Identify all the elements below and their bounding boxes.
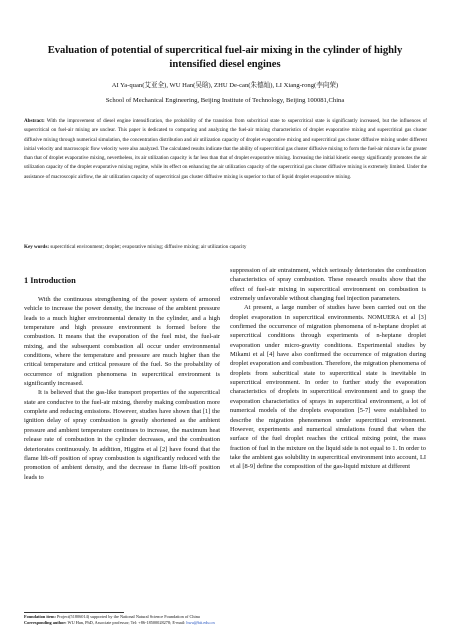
paper-title: Evaluation of potential of supercritical fuel-air mixing in the cylinder of highly intensified diesel engines [47,45,403,70]
foundation-text: Project(51806014) supported by the National Natural Science Foundation of China [55,614,200,619]
author-list: AI Ya-quan(艾亚全), WU Han(吴晗), ZHU De-can(朱德灿), LI Xiang-rong(李向荣) [111,82,339,89]
keywords-text: supercritical environment; droplet; evaporative mixing; diffusive mixing; air utilization capacity [49,244,247,250]
corresponding-label: Corresponding author: [24,619,67,625]
footnote-rule [24,612,124,613]
abstract [24,117,427,182]
abstract-label: Abstract: [24,118,45,124]
corresponding-author [24,620,427,626]
paragraph: With the continuous strengthening of the power system of armored vehicle to increase the power density, the increase of the ambient pressure leads to a much higher environmental density in the cylinder, and a high temperature and high pressure environment is formed before the combustion. It means that the evaporation of the fuel mist, the fuel-air mixing, and the subsequent combustion all occur under environmental conditions, where the temperature and pressure are much higher than the critical temperature and critical pressure of the fuel. So the probability of occurrence of migration phenomena in supercritical environment is significantly increased. [24,296,220,388]
footnote [24,614,427,625]
foundation-label: Foundation item: [24,614,56,619]
section-title: 1 Introduction [24,276,76,285]
paragraph: suppression of air entrainment, which seriously deteriorates the combustion characteristics of spray combustion. These research results show that the effect of fuel-air mixing in supercritical environment on combustion is extremely unfavorable without changing fuel injection parameters. [230,267,426,303]
abstract-text: With the improvement of diesel engine intensification, the probability of the transition from subcritical state to supercritical state is significantly increased, but the influences of supercritical on fuel-air mixing are unclear. This paper is dedicated to comparing and analyzing the fuel-air mixing characteristics of droplet evaporative mixing and supercritical gas cluster diffusive mixing through numerical simulation, the concentration distribution and air utilization capacity of droplet evaporative mixing and supercritical gas cluster diffusive mixing under different initial velocity and macroscopic flow velocity were also analyzed. The calculated results indicate that the ability of supercritical gas cluster diffusive mixing to form the fuel-air mixture is far greater than that of droplet evaporative mixing, nevertheless, its air utilization capacity is far less than that of droplet evaporative mixing. Increasing the initial kinetic energy significantly promotes the air utilization capacity of the droplet evaporative mixing regime, while its effect on enhancing the air utilization capacity of the supercritical gas cluster diffusive mixing is extremely limited. Under the assistance of macroscopic airflow, the air utilization capacity of supercritical gas cluster diffusive mixing is superior to that of liquid droplet evaporative mixing. [24,118,427,180]
paragraph: At present, a large number of studies have been carried out on the droplet evaporation in supercritical environments. NOMUERA et al [3] confirmed the occurrence of migration phenomena of n-heptane droplet at supercritical conditions through experiments of n-heptane droplet evaporation under micro-gravity conditions. Experimental studies by Mikami et al [4] have also confirmed the occurrence of migration during droplet evaporation and combustion. Therefore, the migration phenomena of droplets from subcritical state to supercritical state is inevitable in supercritical environment. In order to further study the evaporation characteristics of droplets in supercritical environment and to grasp the evaporation characteristics of sprays in supercritical environment, a lot of numerical models of the droplets evaporation [5-7] were established to describe the migration phenomenon under supercritical environment. However, experiments and numerical simulations found that when the surface of the fuel droplet reaches the critical mixing point, the mass fraction of fuel in the mixture on the liquid side is not equal to 1. In order to take the ambient gas solubility in supercritical environment into account, LI et al [8-9] define the composition of the gas-liquid mixture at different [230,304,426,471]
email-link[interactable]: hwu@bit.edu.cn [186,619,215,625]
corresponding-text: WU Han, PhD, Associate professor; Tel: +86-18500028278; E-mail: [66,619,187,625]
paragraph: It is believed that the gas-like transport properties of the supercritical state are conducive to the fuel-air mixing, thereby making combustion more complete and reducing emissions. However, studies have shown that [1] the ignition delay of spray combustion is greatly shortened as the ambient pressure and ambient temperature continues to increase, the maximum heat release rate of combustion in the cylinder decreases, and the combustion deteriorates continuously. In addition, Higgins et al [2] have found that the flame lift-off position of spray combustion is significantly reduced with the promotion of ambient density, and the decrease in flame lift-off position leads to [24,389,220,481]
right-column [230,266,426,472]
affiliation: School of Mechanical Engineering, Beijing Institute of Technology, Beijing 100081,China [105,97,345,104]
keywords-label: Key words: [24,244,50,250]
left-column [24,266,220,482]
keywords [24,243,427,251]
